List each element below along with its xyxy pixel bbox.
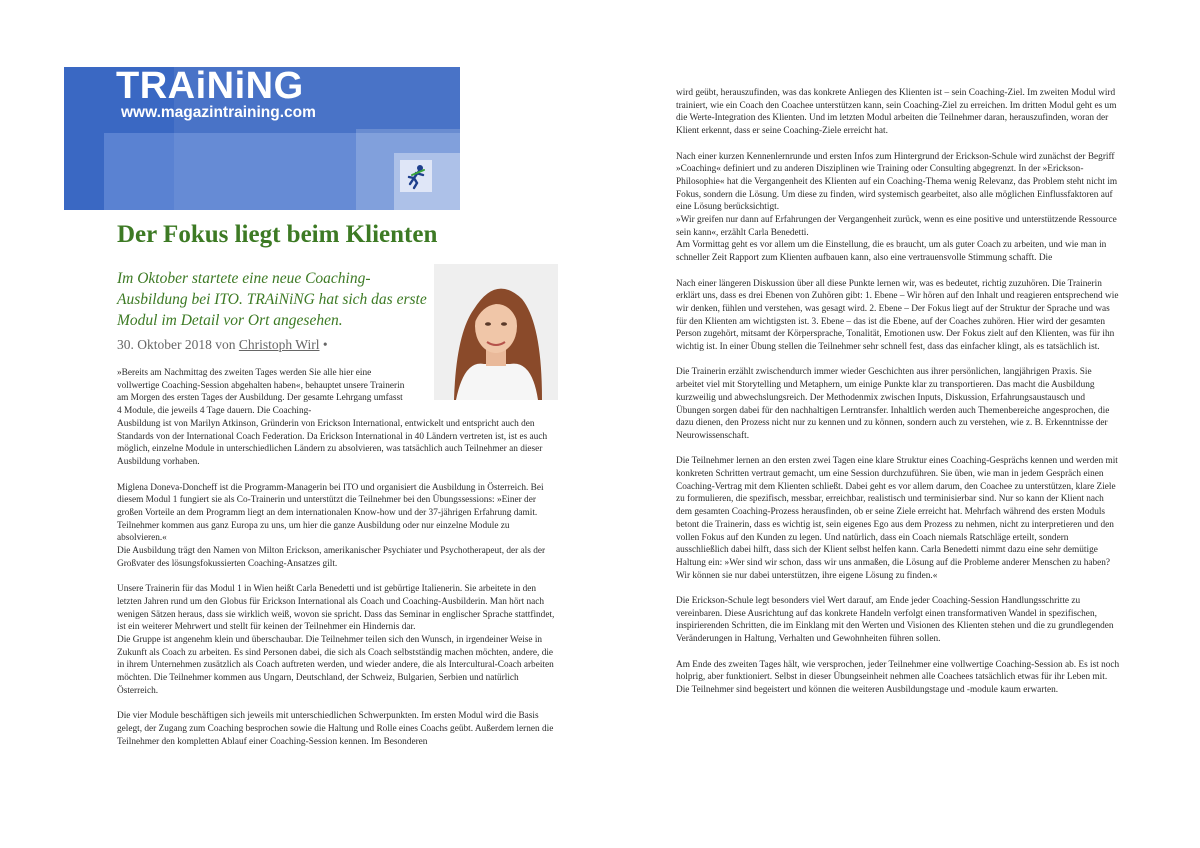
article-paragraph: Die Erickson-Schule legt besonders viel Wert darauf, am Ende jeder Coaching-Session Handlungsschritte zu vereinbaren. Diese Ausrichtung auf das konkrete Handeln verfolgt einen transformativen Wandel in spezifischen, inspirierenden Schritten, die im Einklang mit den Werten und Visionen des Klienten stehen und die zu grundlegenden Veränderungen in Haltung, Verhalten und Gewohnheiten führen sollen.	[676, 596, 1114, 645]
article-paragraph: Die Gruppe ist angenehm klein und überschaubar. Die Teilnehmer teilen sich den Wunsch, in irgendeiner Weise in Zukunft als Coach zu arbeiten. Es sind Personen dabei, die sich als Coach selbstständig machen möchten, andere, die in ihrem Unternehmen zusätzlich als Coach auftreten werden, und wieder andere, die als Intercultural-Coach arbeiten möchten. Die Teilnehmer kommen aus Ungarn, Deutschland, der Schweiz, Bulgarien, Serbien und natürlich Österreich.	[117, 634, 554, 696]
article-paragraph: Die Ausbildung trägt den Namen von Milton Erickson, amerikanischer Psychiater und Psychotherapeut, der als der Großvater des lösungsfokussierten Coaching-Ansatzes gilt.	[117, 546, 546, 569]
article-paragraph: Die Teilnehmer lernen an den ersten zwei Tagen eine klare Struktur eines Coaching-Gesprächs kennen und werden mit konkreten Schritten vertraut gemacht, um eine Session durchzuführen. Sie üben, wie man in jedem Gespräch einen Coaching-Vertrag mit dem Klienten schließt. Dabei geht es vor allem darum, den Coachee zu unterstützen, klare Ziele zu formulieren, die spezifisch, messbar, erreichbar, realistisch und terminisierbar sind. Nur so kann der Klient nach dem gesamten Coaching-Prozess herausfinden, ob er seine Ziele erreicht hat. Mehrfach während des ersten Moduls betont die Trainerin, dass es wichtig ist, sein eigenes Ego aus dem Prozess zu nehmen, nicht zu interpretieren und den vollen Fokus auf den Kunden zu legen. Und natürlich, dass ein Coach niemals Ratschläge erteilt, sondern ausschließlich dabei hilft, dass sich der Klient selbst helfen kann. Carla Benedetti nimmt dazu eine sehr demütige Haltung ein: »Wer sind wir schon, dass wir uns anmaßen, die Lösung auf die Probleme anderer Menschen zu haben? Wir können sie nur dabei unterstützen, ihre eigene Lösung zu finden.«	[676, 456, 1118, 581]
article-column-right	[676, 87, 1121, 709]
article-paragraph: »Wir greifen nur dann auf Erfahrungen der Vergangenheit zurück, wenn es eine positive und unterstützende Ressource sein kann«, erzählt Carla Benedetti.	[676, 215, 1117, 238]
article-paragraph: Am Vormittag geht es vor allem um die Einstellung, die es braucht, um als guter Coach zu arbeiten, und wie man in schneller Zeit Rapport zum Klienten aufbauen kann, also eine vertrauensvolle Stimmung schafft. Die	[676, 240, 1107, 264]
byline-suffix: •	[319, 337, 328, 352]
article-byline	[117, 337, 328, 353]
article-paragraph: Nach einer längeren Diskussion über all diese Punkte lernen wir, was es bedeutet, richtig zuzuhören. Die Trainerin erklärt uns, dass es drei Ebenen von Zuhören gibt: 1. Ebene – Wir hören auf den Inhalt und reagieren entsprechend wie wir denken, fühlen und verstehen, was gesagt wird. 2. Ebene – Der Fokus liegt auf der Struktur der Sprache und was für den Klienten am wichtigsten ist. 3. Ebene – das ist die Ebene, auf der Coaches zuhören. Hier wird der gesamten Person zugehört, mitsamt der Körpersprache, Tonalität, Emotionen usw. Der Fokus zielt auf den Klienten, was für ihn wichtig ist. In einer Übung stellen die Teilnehmer sehr schnell fest, dass das einfacher klingt, als es tatsächlich ist.	[676, 278, 1119, 353]
masthead-url: www.magazintraining.com	[121, 104, 316, 121]
article-headline: Der Fokus liegt beim Klienten	[117, 221, 438, 248]
logo: TRAiNiNG	[116, 67, 304, 107]
article-paragraph: wird geübt, herauszufinden, was das konkrete Anliegen des Klienten ist – sein Coaching-Ziel. Im zweiten Modul wird trainiert, wie ein Coach den Coachee unterstützen kann, sein Coaching-Ziel zu erreichen. Im dritten Modul geht es um die Werte-Integration des Klienten. Und im letzten Modul arbeiten die Teilnehmer daran, herauszufinden, woran der Klient erkennt, dass er seine Coaching-Ziele erreicht hat.	[676, 88, 1117, 137]
article-paragraph: Nach einer kurzen Kennenlernrunde und ersten Infos zum Hintergrund der Erickson-Schule wird zunächst der Begriff »Coaching« definiert und zu anderen Disziplinen wie Training oder Consulting abgegrenzt. In der »Erickson-Philosophie« hat die Vergangenheit des Klienten auf ein Coaching-Thema wenig Relevanz, das Problem steht nicht im Fokus, sondern die Lösung. Um diese zu finden, wird systemisch gearbeitet, also alle möglichen Einflussfaktoren auf eine Lösung berücksichtigt.	[676, 151, 1118, 213]
running-figure-icon	[400, 160, 432, 192]
article-paragraph: Am Ende des zweiten Tages hält, wie versprochen, jeder Teilnehmer eine vollwertige Coaching-Session ab. Es ist noch holprig, aber funktioniert. Selbst in dieser Übungseinheit nehmen alle Coachees tatsächlich etwas für ihr Leben mit. Die Teilnehmer sind begeistert und können die weiteren Ausbildungstage und -module kaum erwarten.	[676, 659, 1120, 695]
article-lead: Im Oktober startete eine neue Coaching-Ausbildung bei ITO. TRAiNiNG hat sich das erste Modul im Detail vor Ort angesehen.	[117, 270, 427, 329]
byline-date: 30. Oktober 2018 von	[117, 337, 239, 352]
article-paragraph: Die vier Module beschäftigen sich jeweils mit unterschiedlichen Schwerpunkten. Im ersten Modul wird die Basis gelegt, der Zugang zum Coaching besprochen sowie die Haltung und Rolle eines Coachs geübt. Außerdem lernen die Teilnehmer den kompletten Ablauf einer Coaching-Session kennen. Im Besonderen	[117, 711, 554, 747]
article-paragraph: Unsere Trainerin für das Modul 1 in Wien heißt Carla Benedetti und ist gebürtige Italienerin. Sie arbeitete in den letzten Jahren rund um den Globus für Erickson International als Coach und Coaching-Ausbilderin. Man hört nach wenigen Sätzen heraus, dass sie wirklich weiß, wovon sie spricht. Dass das Seminar in englischer Sprache stattfindet, ist ein weiterer Mehrwert und stellt für keinen der Teilnehmer ein Hindernis dar.	[117, 584, 555, 633]
article-paragraph: Ausbildung ist von Marilyn Atkinson, Gründerin von Erickson International, entwickelt und entspricht auch den Standards von der International Coach Federation. Da Erickson International in 40 Ländern vertreten ist, ist es auch möglich, einzelne Module in unterschiedlichen Ländern zu absolvieren, was tatsächlich auch Teilnehmer an dieser Ausbildung vorhaben.	[117, 419, 548, 468]
author-portrait	[434, 264, 558, 400]
article-paragraph: Die Trainerin erzählt zwischendurch immer wieder Geschichten aus ihrer persönlichen, langjährigen Praxis. Sie arbeitet viel mit Storytelling und Metaphern, um einige Punkte klar zu transportieren. Das macht die Ausbildung kurzweilig und abwechslungsreich. Der Methodenmix zwischen Inputs, Diskussion, Erfahrungsaustausch und Übungen sorgen dabei für den nachhaltigen Lerntransfer. Inhaltlich werden auch Themenbereiche angesprochen, die dazu dienen, den Prozess nicht nur zu kennen und zu können, sondern auch zu verstehen, wie z. B. Erkenntnisse der Neurowissenschaft.	[676, 367, 1110, 441]
article-paragraph: »Bereits am Nachmittag des zweiten Tages werden Sie alle hier eine vollwertige Coaching-Session abgehalten haben«, behauptet unsere Trainerin am Morgen des ersten Tages der Ausbildung. Der gesamte Lehrgang umfasst 4 Module, die jeweils 4 Tage dauern. Die Coaching-	[117, 368, 405, 417]
article-paragraph: Miglena Doneva-Doncheff ist die Programm-Managerin bei ITO und organisiert die Ausbildung in Österreich. Bei diesem Modul 1 fungiert sie als Co-Trainerin und unterstützt die Teilnehmer bei den Übungssessions: »Einer der großen Vorteile an dem Programm liegt an dem internationalen Know-how und der 37-jährigen Erfahrung damit. Teilnehmer kommen aus ganz Europa zu uns, um hier die ganze Ausbildung oder nur einzelne Module zu absolvieren.«	[117, 482, 544, 544]
author-link[interactable]: Christoph Wirl	[238, 337, 320, 352]
masthead-banner	[64, 67, 460, 210]
article-column-left	[117, 418, 557, 761]
